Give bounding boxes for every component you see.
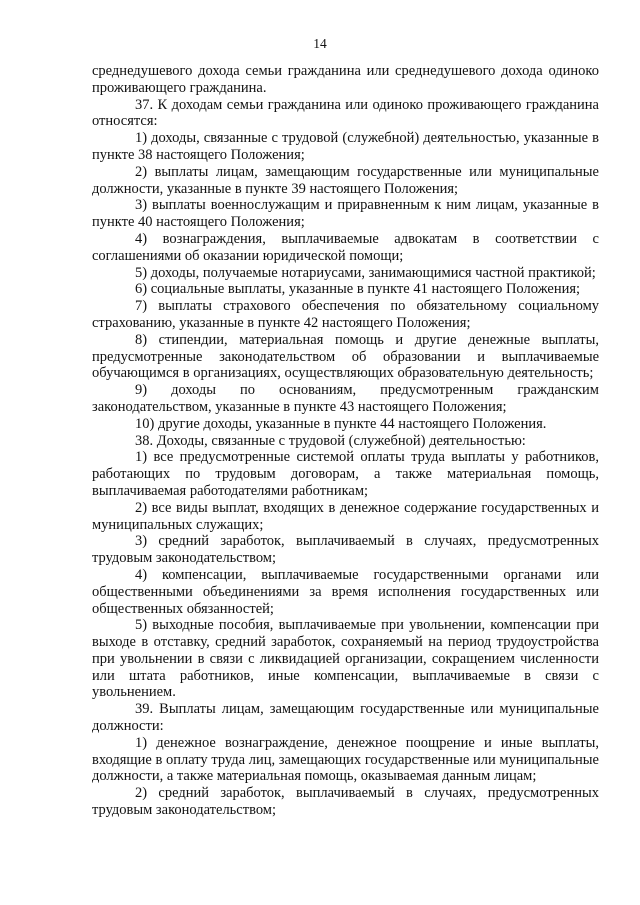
paragraph-continuation: среднедушевого дохода семьи гражданина или среднедушевого дохода одиноко проживающего гражданина. (92, 63, 599, 96)
list-item: 3) выплаты военнослужащим и приравненным к ним лицам, указанные в пункте 40 настоящего Положения; (92, 197, 599, 231)
paragraph-item-38: 38. Доходы, связанные с трудовой (служебной) деятельностью: (135, 432, 526, 449)
list-item: 6) социальные выплаты, указанные в пункте 41 настоящего Положения; (135, 281, 581, 298)
list-item: 1) все предусмотренные системой оплаты труда выплаты у работников, работающих по трудовым договорам, а также материальная помощь, выплачиваемая работодателями работникам; (92, 449, 599, 499)
list-item: 8) стипендии, материальная помощь и другие денежные выплаты, предусмотренные законодательством об образовании и выплачиваемые обучающимся в организациях, осуществляющих образовательную деятельность; (92, 331, 599, 382)
list-item: 3) средний заработок, выплачиваемый в случаях, предусмотренных трудовым законодательством; (92, 533, 599, 567)
list-item: 4) компенсации, выплачиваемые государственными органами или общественными объединениями за время исполнения государственных или общественных обязанностей; (92, 566, 599, 617)
list-item: 5) доходы, получаемые нотариусами, занимающимися частной практикой; (135, 264, 596, 281)
list-item: 7) выплаты страхового обеспечения по обязательному социальному страхованию, указанные в пункте 42 настоящего Положения; (92, 298, 599, 331)
list-item: 1) денежное вознаграждение, денежное поощрение и иные выплаты, входящие в оплату труда лиц, замещающих государственные или муниципальные должности, а также материальная помощь, оказываемая данным лицам; (92, 734, 599, 785)
list-item: 2) средний заработок, выплачиваемый в случаях, предусмотренных трудовым законодательством; (92, 785, 599, 819)
document-body (92, 63, 599, 819)
paragraph-item-37: 37. К доходам семьи гражданина или одиноко проживающего гражданина относятся: (92, 96, 599, 130)
list-item: 5) выходные пособия, выплачиваемые при увольнении, компенсации при выходе в отставку, средний заработок, сохраняемый на период трудоустройства при увольнении в связи с ликвидацией организации, сокращением численности или штата работников, иные компенсации, выплачиваемые в связи с увольнением. (92, 617, 599, 701)
list-item: 2) выплаты лицам, замещающим государственные или муниципальные должности, указанные в пункте 39 настоящего Положения; (92, 163, 599, 197)
list-item: 1) доходы, связанные с трудовой (служебной) деятельностью, указанные в пункте 38 настоящего Положения; (92, 130, 599, 163)
list-item: 2) все виды выплат, входящих в денежное содержание государственных и муниципальных служащих; (92, 499, 599, 533)
list-item: 4) вознаграждения, выплачиваемые адвокатам в соответствии с соглашениями об оказании юридической помощи; (92, 230, 599, 264)
paragraph-item-39: 39. Выплаты лицам, замещающим государственные или муниципальные должности: (92, 701, 599, 735)
list-item: 9) доходы по основаниям, предусмотренным гражданским законодательством, указанные в пункте 43 настоящего Положения; (92, 382, 599, 415)
list-item: 10) другие доходы, указанные в пункте 44 настоящего Положения. (135, 415, 547, 432)
page-number: 14 (313, 36, 327, 51)
